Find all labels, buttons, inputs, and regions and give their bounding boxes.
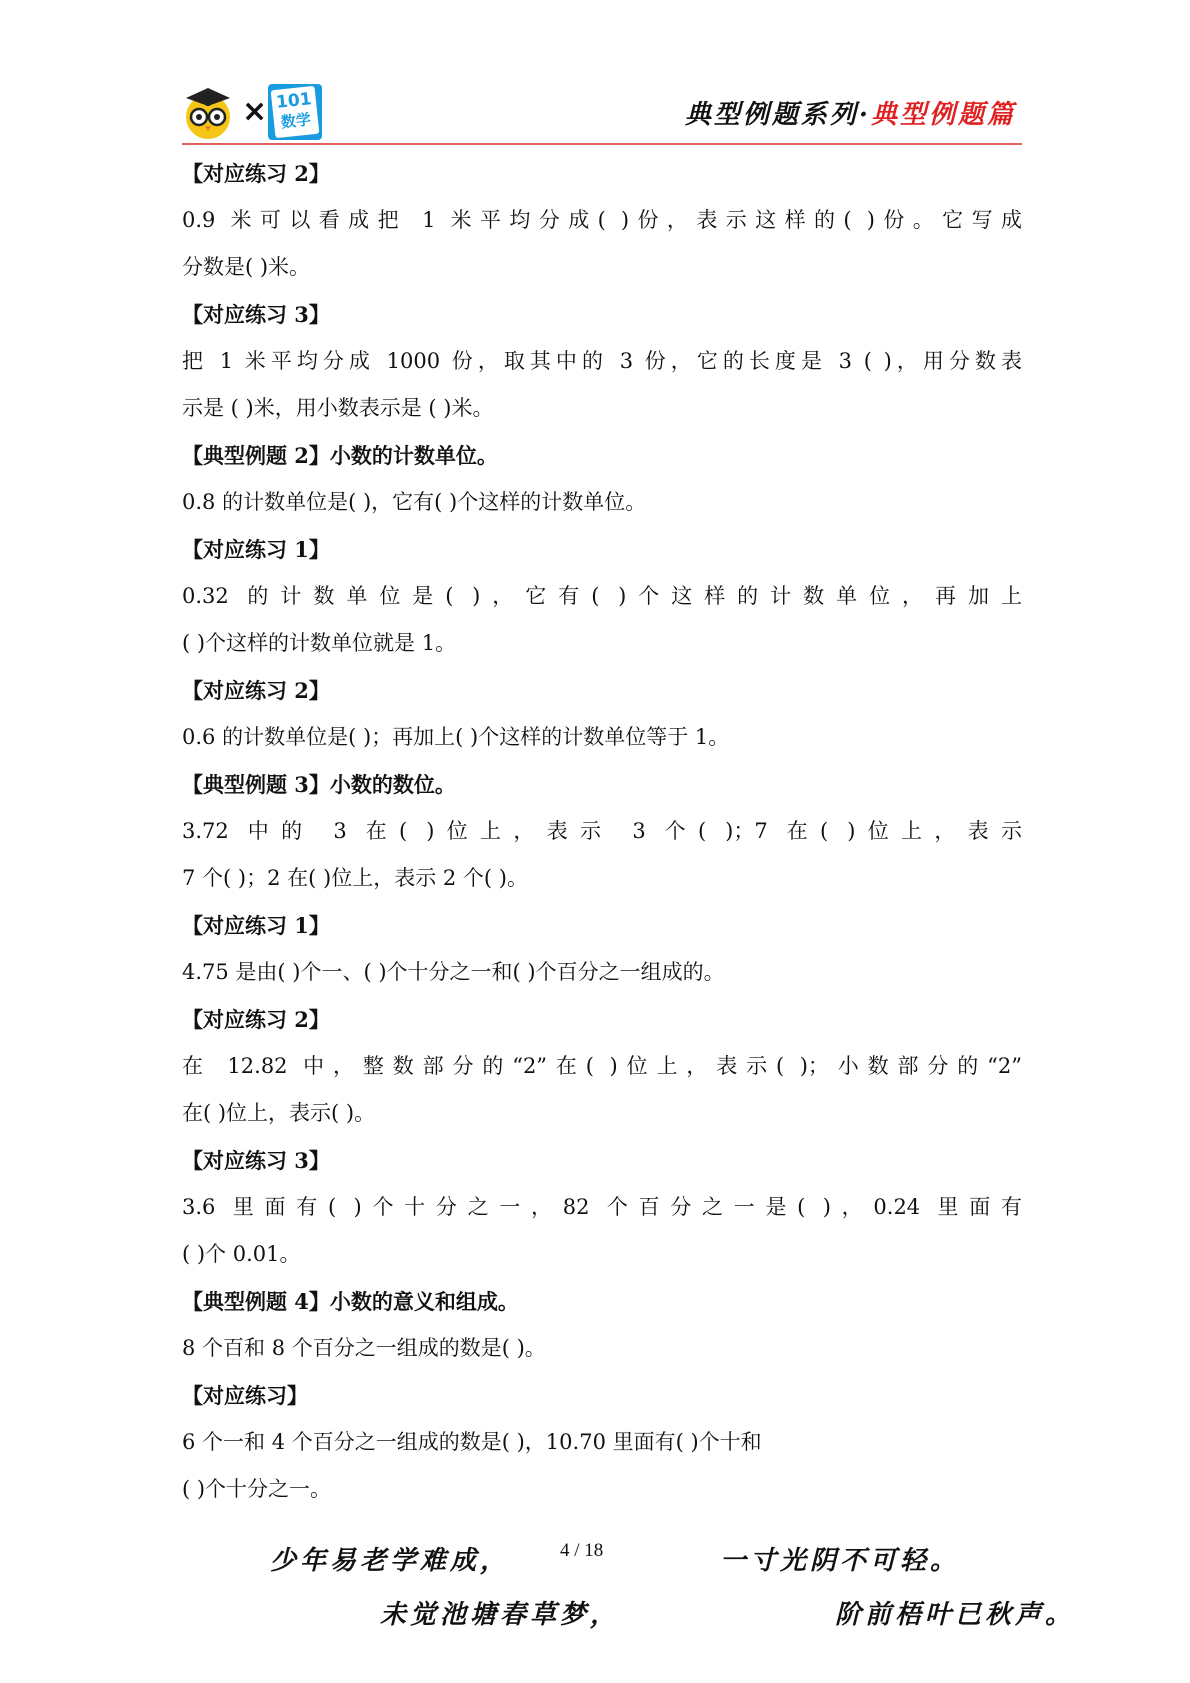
question-line: 示是 ( )米，用小数表示是 ( )米。 [182,396,494,420]
question-line: 0.32 的计数单位是( )，它有( )个这样的计数单位，再加上 [182,584,1022,608]
header-divider [182,143,1022,145]
section-heading: 【对应练习 2】 [182,1007,330,1032]
series-title-sub: 典型例题篇 [870,100,1016,130]
section-heading: 【对应练习 3】 [182,302,330,327]
question-line: 分数是( )米。 [182,255,311,279]
question-line: 在( )位上，表示( )。 [182,1101,376,1125]
section-heading: 【典型例题 2】小数的计数单位。 [182,443,498,468]
page-footer [0,1520,1190,1660]
poem-line-1: 少年易老学难成， [270,1546,511,1576]
logo-separator: × [242,94,268,129]
question-line: 7 个( )；2 在( )位上，表示 2 个( )。 [182,866,528,890]
question-line: 3.72 中的 3 在( )位上，表示 3 个( )；7 在( )位上，表示 [182,819,1022,843]
question-line: 6 个一和 4 个百分之一组成的数是( )，10.70 里面有( )个十和 [182,1430,762,1454]
section-heading: 【对应练习 1】 [182,537,330,562]
question-line: 4.75 是由( )个一、( )个十分之一和( )个百分之一组成的。 [182,960,725,984]
question-line: 8 个百和 8 个百分之一组成的数是( )。 [182,1336,546,1360]
question-line: 在 12.82 中，整数部分的“2”在( )位上，表示( )；小数部分的“2” [182,1054,1022,1078]
question-line: 0.8 的计数单位是( )，它有( )个这样的计数单位。 [182,490,647,514]
series-title [685,94,1016,131]
question-line: 3.6 里面有( )个十分之一，82 个百分之一是( )，0.24 里面有 [182,1195,1022,1219]
poem-line-2: 一寸光阴不可轻。 [720,1546,961,1576]
series-title-main: 典型例题系列· [684,100,871,130]
section-heading: 【典型例题 3】小数的数位。 [182,772,456,797]
section-heading: 【对应练习 2】 [182,678,330,703]
owl-logo-icon [182,84,234,140]
worksheet-body [182,150,1022,1513]
section-heading: 【对应练习 1】 [182,913,330,938]
poem-line-3: 未觉池塘春草梦， [380,1600,621,1630]
question-line: 0.9 米可以看成把 1 米平均分成( )份，表示这样的( )份。它写成 [182,208,1022,232]
math101-logo [268,84,322,140]
page-header [182,80,1022,144]
question-line: 0.6 的计数单位是( )；再加上( )个这样的计数单位等于 1。 [182,725,730,749]
question-line: ( )个这样的计数单位就是 1。 [182,631,457,655]
logo-101-number: 101 [275,89,313,113]
poem-line-4: 阶前梧叶已秋声。 [835,1600,1076,1630]
question-line: 把 1 米平均分成 1000 份，取其中的 3 份，它的长度是 3 ( )，用分数表 [182,349,1022,373]
question-line: ( )个 0.01。 [182,1242,301,1266]
section-heading: 【对应练习】 [182,1383,308,1408]
section-heading: 【典型例题 4】小数的意义和组成。 [182,1289,519,1314]
section-heading: 【对应练习 2】 [182,161,330,186]
page-number: 4 / 18 [560,1540,604,1561]
question-line: ( )个十分之一。 [182,1477,332,1501]
logo-101-text: 数学 [280,110,312,132]
section-heading: 【对应练习 3】 [182,1148,330,1173]
